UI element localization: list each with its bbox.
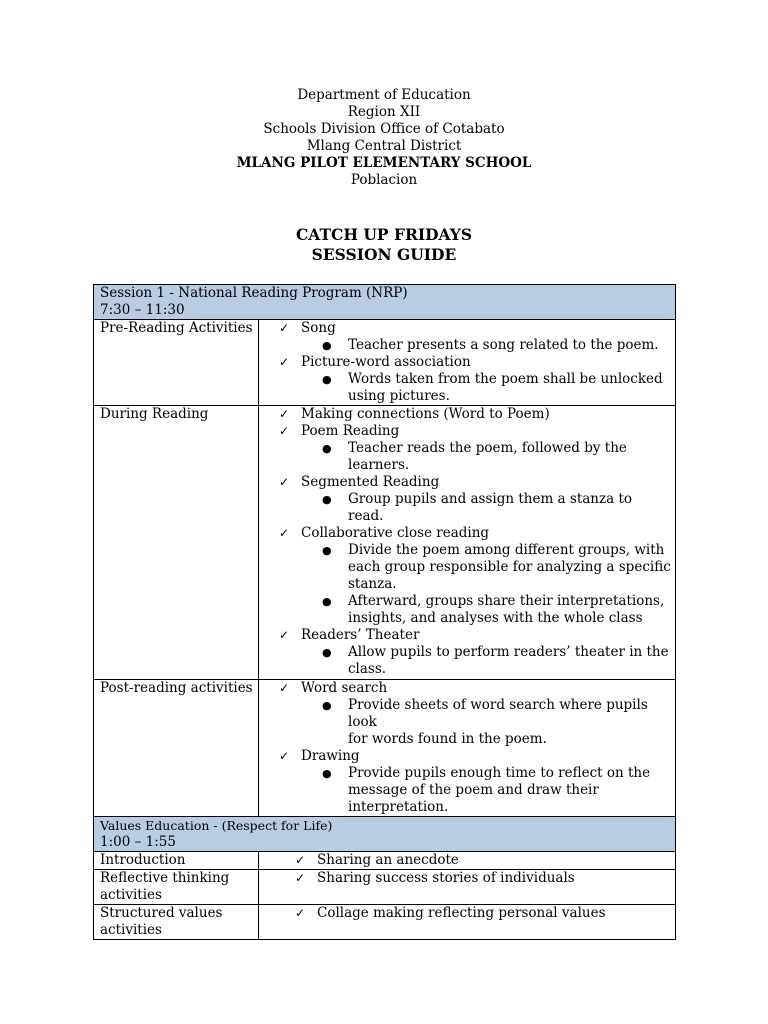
list-item: ● Provide sheets of word search where pupils look for words found in the poem. (322, 697, 648, 747)
list-item: ● Teacher reads the poem, followed by the learners. (322, 440, 627, 473)
checkmark-icon: ✓ (279, 424, 290, 438)
table-row-post-reading (94, 680, 676, 817)
bullet-icon: ● (322, 373, 332, 386)
bullet-icon: ● (322, 493, 332, 506)
checkmark-icon: ✓ (279, 407, 290, 421)
region-line: Region XII (347, 104, 421, 120)
during-reading-activities (259, 406, 676, 680)
table-row-structured-values (94, 905, 676, 940)
bullet-icon: ● (322, 646, 332, 659)
introduction-activity (259, 852, 676, 870)
pre-reading-label: Pre-Reading Activities (94, 320, 259, 406)
reflective-thinking-activity (259, 870, 676, 905)
structured-values-label: Structured values activities (94, 905, 259, 940)
location-line: Poblacion (350, 172, 418, 188)
list-item: ● Divide the poem among different groups, with each group responsible for analyzing a specific stanza. (322, 542, 671, 592)
list-item: ✓ Drawing (279, 748, 360, 764)
checkmark-icon: ✓ (279, 526, 290, 540)
table-row-pre-reading (94, 320, 676, 406)
reflective-thinking-label: Reflective thinking activities (94, 870, 259, 905)
post-reading-label: Post-reading activities (94, 680, 259, 817)
list-item: ✓ Poem Reading (279, 423, 400, 439)
session-2-header-row (94, 817, 676, 852)
list-item: ● Teacher presents a song related to the poem. (322, 337, 659, 353)
list-item: ✓ Segmented Reading (279, 474, 440, 490)
checkmark-icon: ✓ (279, 475, 290, 489)
list-item: ● Afterward, groups share their interpretations, insights, and analyses with the whole class (322, 593, 665, 626)
session-1-header (94, 285, 676, 320)
session-2-time: 1:00 – 1:55 (100, 834, 176, 850)
session-2-header (94, 817, 676, 852)
department-line: Department of Education (297, 87, 471, 103)
list-item: ● Provide pupils enough time to reflect on the message of the poem and draw their interpretation. (322, 765, 651, 815)
list-item: ● Allow pupils to perform readers’ theater in the class. (322, 644, 669, 677)
bullet-icon: ● (322, 595, 332, 608)
checkmark-icon: ✓ (279, 321, 290, 335)
session-1-name: Session 1 - National Reading Program (NRP) (100, 285, 408, 301)
session-guide-table (93, 284, 676, 940)
list-item: ✓ Sharing an anecdote (295, 852, 459, 868)
session-2-name: Values Education - (Respect for Life) (100, 818, 333, 833)
title-line-2: SESSION GUIDE (311, 245, 457, 264)
school-name: MLANG PILOT ELEMENTARY SCHOOL (236, 155, 532, 171)
table-row-during-reading (94, 406, 676, 680)
post-reading-activities (259, 680, 676, 817)
document-header (0, 87, 768, 189)
bullet-icon: ● (322, 339, 332, 352)
list-item: ● Group pupils and assign them a stanza to read. (322, 491, 632, 524)
district-line: Mlang Central District (306, 138, 462, 154)
introduction-label: Introduction (94, 852, 259, 870)
session-1-header-row (94, 285, 676, 320)
bullet-icon: ● (322, 767, 332, 780)
list-item: ✓ Readers’ Theater (279, 627, 420, 643)
checkmark-icon: ✓ (279, 749, 290, 763)
table-row-introduction (94, 852, 676, 870)
list-item: ✓ Word search (279, 680, 388, 696)
bullet-icon: ● (322, 699, 332, 712)
table-row-reflective-thinking (94, 870, 676, 905)
list-item: ✓ Picture-word association (279, 354, 471, 370)
checkmark-icon: ✓ (295, 871, 306, 885)
document-title (0, 225, 768, 265)
list-item: ● Words taken from the poem shall be unlocked using pictures. (322, 371, 663, 404)
checkmark-icon: ✓ (295, 853, 306, 867)
list-item: ✓ Sharing success stories of individuals (295, 870, 575, 886)
bullet-icon: ● (322, 544, 332, 557)
bullet-icon: ● (322, 442, 332, 455)
structured-values-activity (259, 905, 676, 940)
session-1-time: 7:30 – 11:30 (100, 302, 185, 318)
list-item: ✓ Song (279, 320, 336, 336)
title-line-1: CATCH UP FRIDAYS (295, 225, 473, 244)
pre-reading-activities (259, 320, 676, 406)
division-line: Schools Division Office of Cotabato (263, 121, 505, 137)
checkmark-icon: ✓ (279, 628, 290, 642)
during-reading-label: During Reading (94, 406, 259, 680)
checkmark-icon: ✓ (295, 906, 306, 920)
list-item: ✓ Making connections (Word to Poem) (279, 406, 550, 422)
list-item: ✓ Collaborative close reading (279, 525, 490, 541)
checkmark-icon: ✓ (279, 355, 290, 369)
checkmark-icon: ✓ (279, 681, 290, 695)
list-item: ✓ Collage making reflecting personal values (295, 905, 606, 921)
